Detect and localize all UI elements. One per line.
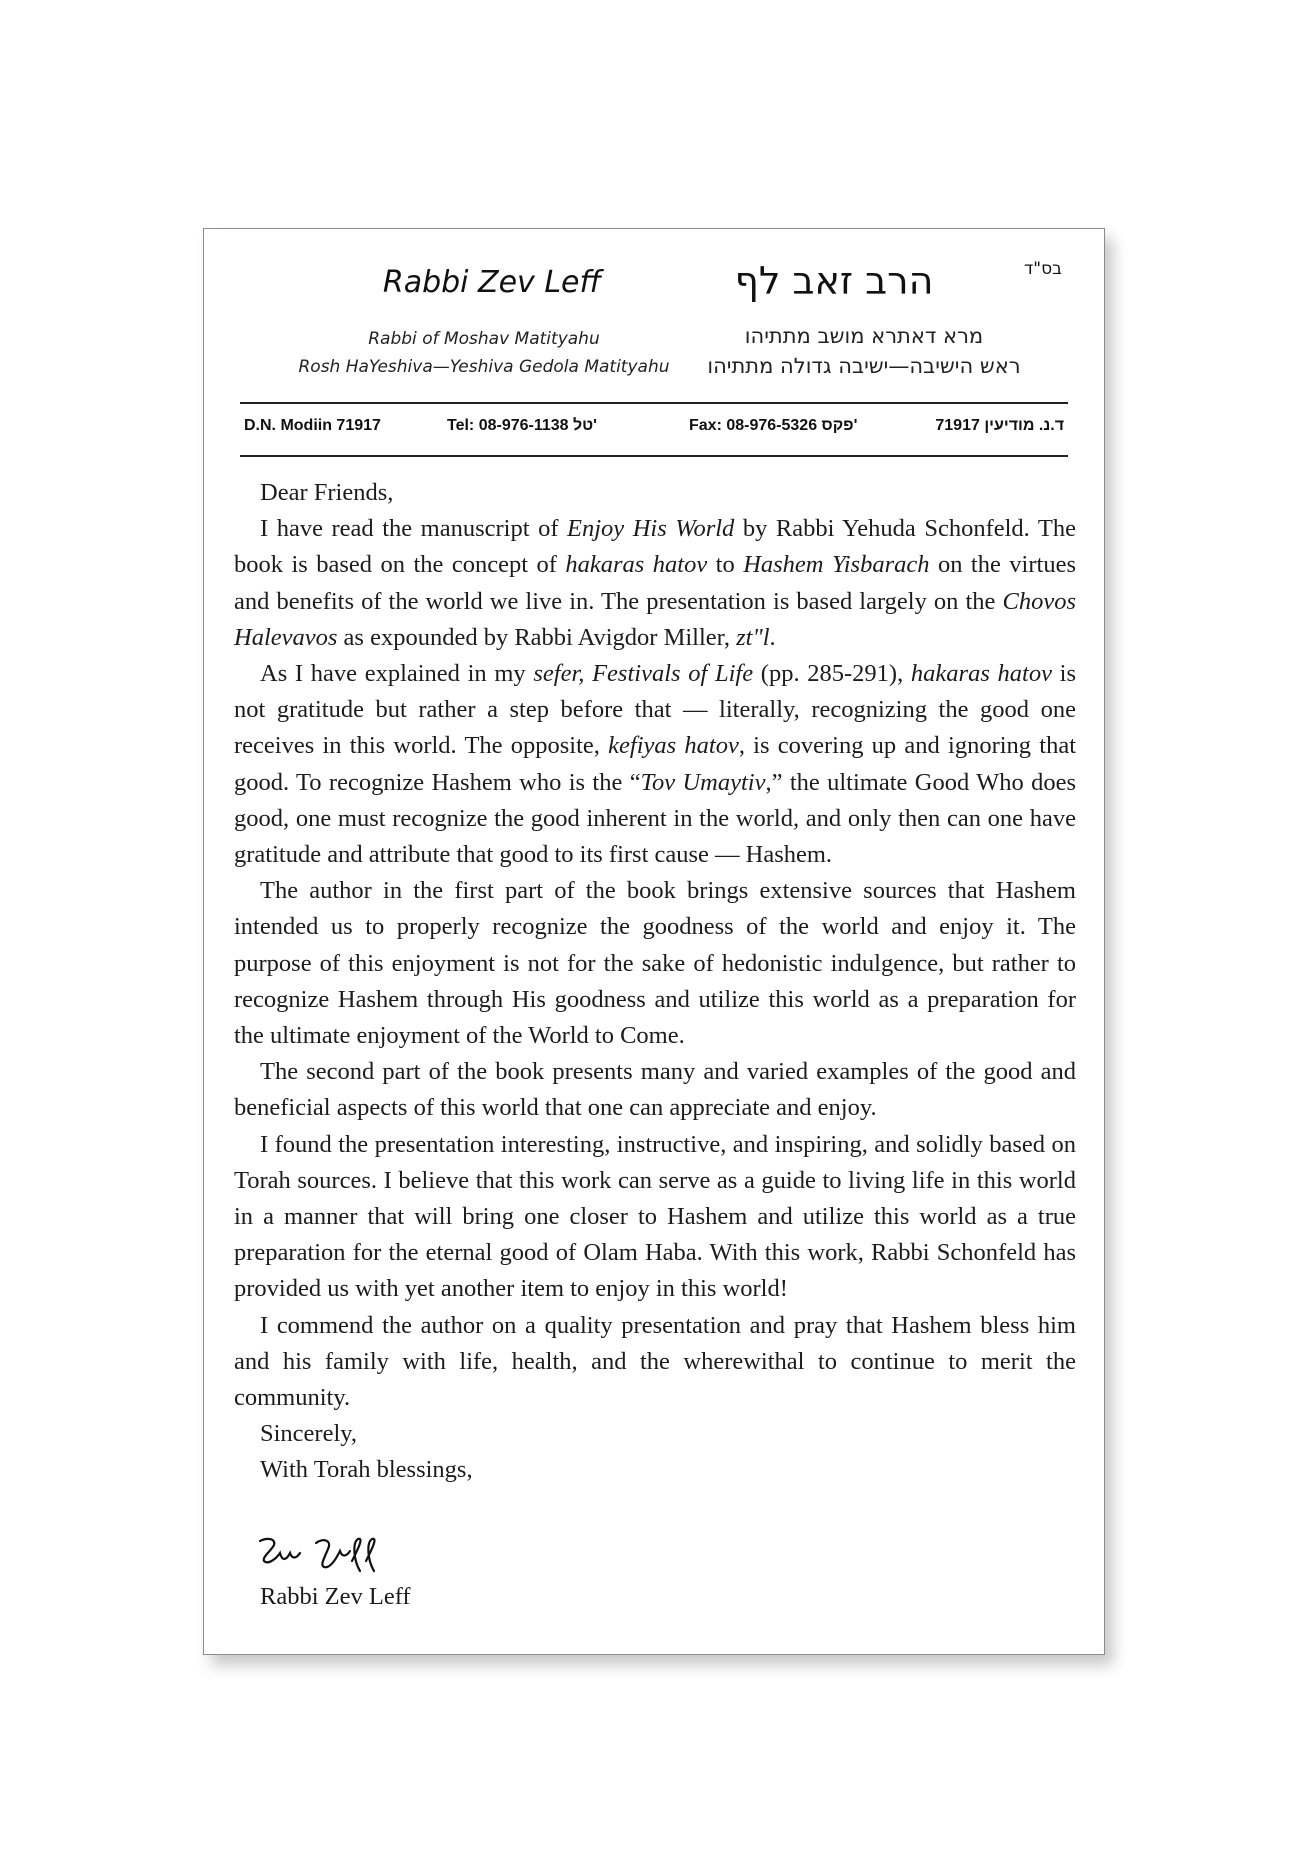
paragraph-4: The second part of the book presents many and varied examples of the good and beneficial aspects of this world that one can appreciate and enjoy.: [234, 1058, 1076, 1122]
title-en-line-2: Rosh HaYeshiva—Yeshiva Gedola Matityahu: [298, 357, 670, 377]
letterhead-rule-top: [240, 402, 1068, 404]
telephone: Tel: 08-976-1138 טל': [447, 417, 597, 434]
paragraph-1: I have read the manuscript of Enjoy His World by Rabbi Yehuda Schonfeld. The book is based on the concept of hakaras hatov to Hashem Yisbarach on the virtues and benefits of the world we live in. The presentation is based largely on the Chovos Halevavos as expounded by Rabbi Avigdor Miller, zt"l.: [234, 515, 1076, 651]
title-he-line-1: מרא דאתרא מושב מתתיהו: [744, 324, 984, 348]
letterhead-titles-english: [244, 325, 724, 381]
letter-body: [234, 475, 1076, 1489]
fax: Fax: 08-976-5326 פקס': [689, 417, 858, 434]
paragraph-2: As I have explained in my sefer, Festivals of Life (pp. 285-291), hakaras hatov is not gratitude but rather a step before that — literally, recognizing the good one receives in this world. The opposite, kefiyas hatov, is covering up and ignoring that good. To recognize Hashem who is the “Tov Umaytiv,” the ultimate Good Who does good, one must recognize the good inherent in the world, and only then can one have gratitude and attribute that good to its first cause — Hashem.: [234, 660, 1077, 869]
closing-sincerely: Sincerely,: [260, 1420, 358, 1448]
letterhead-rule-bottom: [240, 455, 1068, 457]
letterhead-name-english: Rabbi Zev Leff: [382, 265, 602, 300]
paragraph-6: I commend the author on a quality presentation and pray that Hashem bless him and his family with life, health, and the wherewithal to continue to merit the community.: [234, 1311, 1076, 1412]
address-english: D.N. Modiin 71917: [244, 417, 381, 434]
letter-page: [203, 228, 1105, 1655]
letterhead-name-hebrew: הרב זאב לף: [734, 259, 934, 303]
bsd-mark: בס"ד: [1024, 259, 1062, 279]
handwritten-signature: [254, 1531, 404, 1577]
closing-blessings: With Torah blessings,: [260, 1456, 473, 1484]
title-he-line-2: ראש הישיבה—ישיבה גדולה מתתיהו: [707, 354, 1021, 378]
letterhead-titles-hebrew: [694, 321, 1034, 381]
title-en-line-1: Rabbi of Moshav Matityahu: [368, 329, 600, 349]
address-hebrew: ד.נ. מודיעין 71917: [935, 417, 1064, 434]
signer-name: Rabbi Zev Leff: [260, 1583, 411, 1610]
paragraph-3: The author in the first part of the book brings extensive sources that Hashem intended us to properly recognize the goodness of the world and enjoy it. The purpose of this enjoyment is not for the sake of hedonistic indulgence, but rather to recognize Hashem through His goodness and utilize this world as a preparation for the ultimate enjoyment of the World to Come.: [234, 877, 1076, 1050]
paragraph-5: I found the presentation interesting, instructive, and inspiring, and solidly based on Torah sources. I believe that this work can serve as a guide to living life in this world in a manner that will bring one closer to Hashem and utilize this world as a true preparation for the eternal good of Olam Haba. With this work, Rabbi Schonfeld has provided us with yet another item to enjoy in this world!: [234, 1130, 1076, 1303]
salutation: Dear Friends,: [260, 479, 394, 506]
